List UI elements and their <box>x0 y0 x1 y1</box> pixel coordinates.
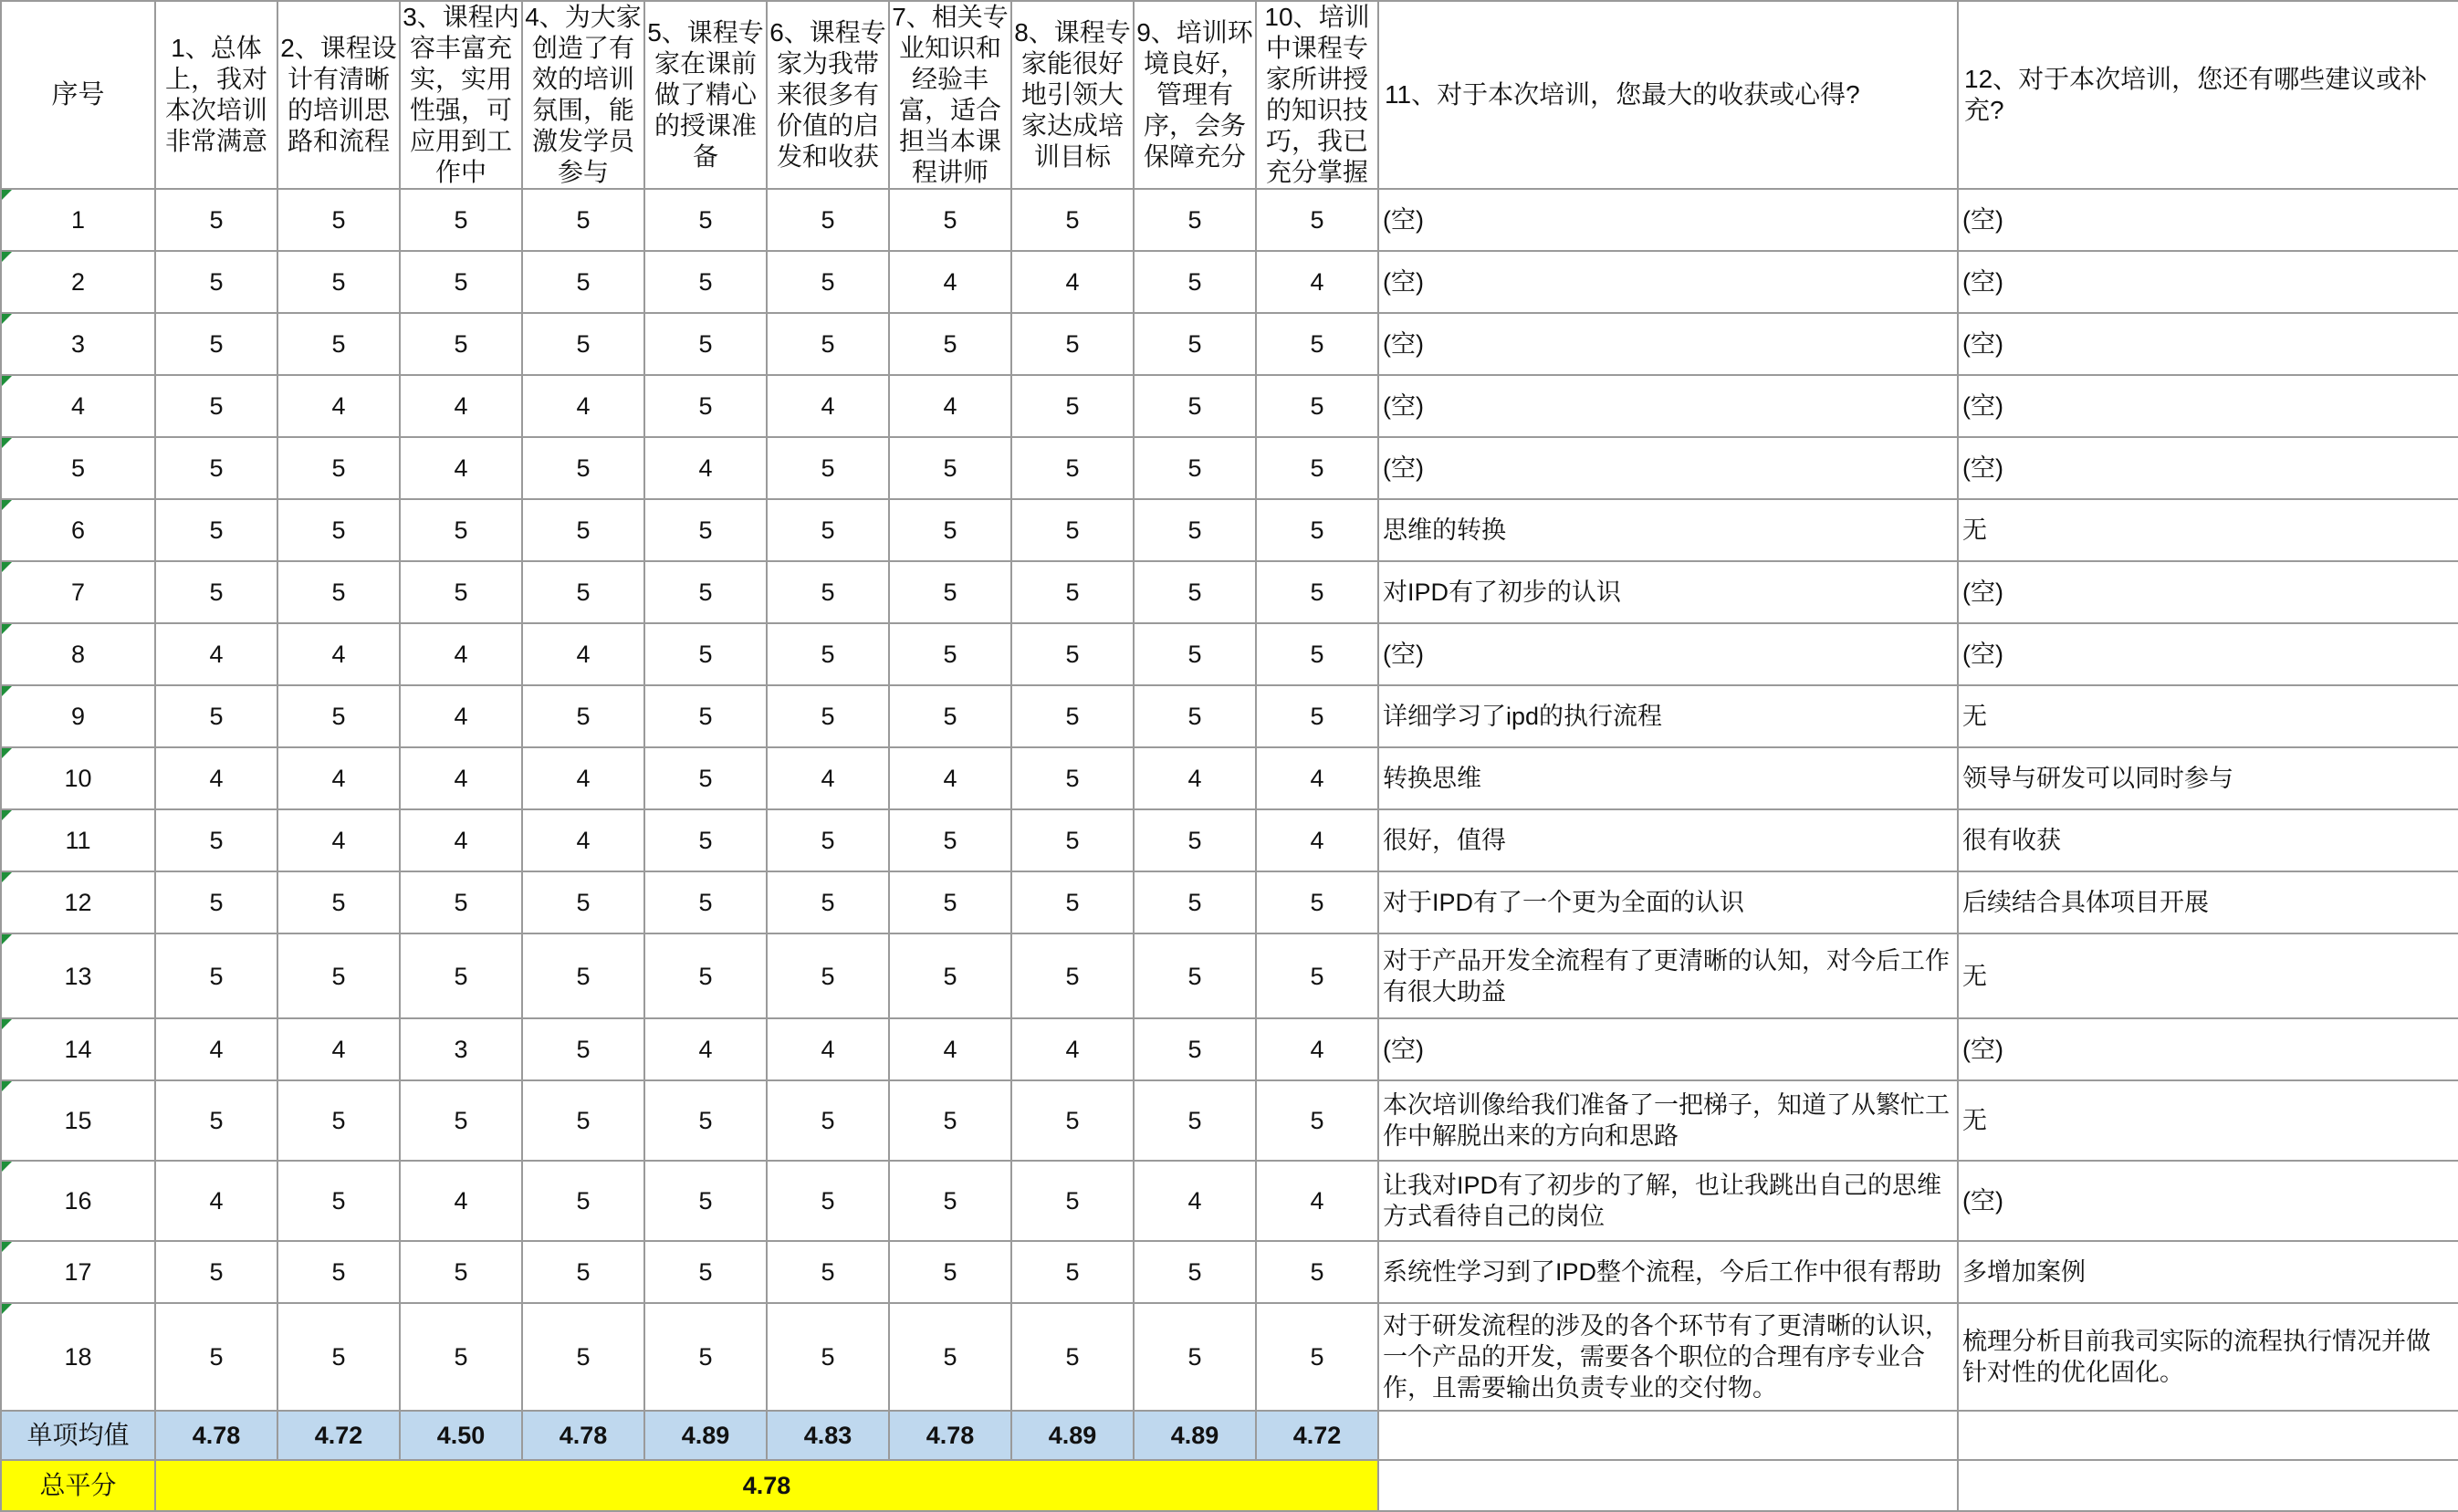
score-cell[interactable]: 4 <box>644 437 767 499</box>
gain-cell[interactable]: (空) <box>1378 313 1958 375</box>
table-row <box>1 499 2458 561</box>
score-cell[interactable]: 5 <box>644 251 767 313</box>
score-cell[interactable]: 5 <box>277 933 400 1018</box>
score-cell[interactable]: 5 <box>767 933 889 1018</box>
average-cell[interactable]: 4.78 <box>155 1411 277 1460</box>
score-cell[interactable]: 5 <box>1011 1080 1134 1161</box>
score-cell[interactable]: 5 <box>767 1303 889 1411</box>
score-cell[interactable]: 5 <box>1134 251 1256 313</box>
suggestion-cell[interactable]: (空) <box>1958 561 2458 623</box>
score-cell[interactable]: 5 <box>644 1241 767 1303</box>
gain-cell[interactable]: 转换思维 <box>1378 747 1958 809</box>
score-cell[interactable]: 5 <box>1011 499 1134 561</box>
header-q5[interactable]: 5、课程专家在课前做了精心的授课准备 <box>644 1 767 189</box>
score-cell[interactable]: 5 <box>889 685 1011 747</box>
score-cell[interactable]: 5 <box>1134 685 1256 747</box>
seq-cell[interactable]: 7 <box>1 561 155 623</box>
header-q8[interactable]: 8、课程专家能很好地引领大家达成培训目标 <box>1011 1 1134 189</box>
header-seq[interactable]: 序号 <box>1 1 155 189</box>
score-cell[interactable]: 4 <box>1011 1018 1134 1080</box>
score-cell[interactable]: 5 <box>1134 189 1256 251</box>
seq-cell[interactable]: 1 <box>1 189 155 251</box>
score-cell[interactable]: 4 <box>767 747 889 809</box>
score-cell[interactable]: 4 <box>277 623 400 685</box>
score-cell[interactable]: 4 <box>400 1161 522 1241</box>
score-cell[interactable]: 5 <box>277 871 400 933</box>
average-cell[interactable]: 4.89 <box>644 1411 767 1460</box>
score-cell[interactable]: 5 <box>400 933 522 1018</box>
score-cell[interactable]: 5 <box>644 313 767 375</box>
table-row <box>1 1303 2458 1411</box>
score-cell[interactable]: 5 <box>767 561 889 623</box>
gain-cell[interactable]: (空) <box>1378 437 1958 499</box>
seq-cell[interactable]: 12 <box>1 871 155 933</box>
score-cell[interactable]: 4 <box>155 1161 277 1241</box>
score-cell[interactable]: 5 <box>1256 871 1378 933</box>
seq-cell[interactable]: 18 <box>1 1303 155 1411</box>
score-cell[interactable]: 5 <box>277 251 400 313</box>
gain-cell[interactable]: 本次培训像给我们准备了一把梯子，知道了从繁忙工作中解脱出来的方向和思路 <box>1378 1080 1958 1161</box>
suggestion-cell[interactable]: (空) <box>1958 189 2458 251</box>
score-cell[interactable]: 4 <box>277 375 400 437</box>
score-cell[interactable]: 5 <box>522 1018 644 1080</box>
gain-cell[interactable]: (空) <box>1378 623 1958 685</box>
score-cell[interactable]: 5 <box>155 1303 277 1411</box>
score-cell[interactable]: 5 <box>400 499 522 561</box>
score-cell[interactable]: 5 <box>1011 437 1134 499</box>
score-cell[interactable]: 4 <box>1256 747 1378 809</box>
table-row <box>1 871 2458 933</box>
seq-cell[interactable]: 14 <box>1 1018 155 1080</box>
score-cell[interactable]: 5 <box>277 1241 400 1303</box>
score-cell[interactable]: 5 <box>522 1161 644 1241</box>
table-row <box>1 561 2458 623</box>
table-row <box>1 251 2458 313</box>
score-cell[interactable]: 5 <box>644 933 767 1018</box>
score-cell[interactable]: 5 <box>1256 499 1378 561</box>
table-row <box>1 623 2458 685</box>
table-row <box>1 437 2458 499</box>
header-q10[interactable]: 10、培训中课程专家所讲授的知识技巧，我已充分掌握 <box>1256 1 1378 189</box>
suggestion-cell[interactable]: (空) <box>1958 1018 2458 1080</box>
score-cell[interactable]: 4 <box>400 623 522 685</box>
score-cell[interactable]: 3 <box>400 1018 522 1080</box>
seq-cell[interactable]: 13 <box>1 933 155 1018</box>
score-cell[interactable]: 5 <box>644 375 767 437</box>
seq-cell[interactable]: 3 <box>1 313 155 375</box>
score-cell[interactable]: 4 <box>277 1018 400 1080</box>
score-cell[interactable]: 5 <box>155 561 277 623</box>
average-cell[interactable]: 4.50 <box>400 1411 522 1460</box>
suggestion-cell[interactable]: 无 <box>1958 933 2458 1018</box>
score-cell[interactable]: 5 <box>155 1080 277 1161</box>
average-label[interactable]: 单项均值 <box>1 1411 155 1460</box>
average-cell[interactable]: 4.89 <box>1134 1411 1256 1460</box>
score-cell[interactable]: 5 <box>1256 437 1378 499</box>
score-cell[interactable]: 5 <box>522 437 644 499</box>
header-q3[interactable]: 3、课程内容丰富充实，实用性强，可应用到工作中 <box>400 1 522 189</box>
score-cell[interactable]: 4 <box>1011 251 1134 313</box>
header-q9[interactable]: 9、培训环境良好，管理有序，会务保障充分 <box>1134 1 1256 189</box>
score-cell[interactable]: 4 <box>1256 1161 1378 1241</box>
gain-cell[interactable]: 对于产品开发全流程有了更清晰的认知，对今后工作有很大助益 <box>1378 933 1958 1018</box>
score-cell[interactable]: 5 <box>1134 313 1256 375</box>
score-cell[interactable]: 5 <box>522 313 644 375</box>
score-cell[interactable]: 5 <box>767 437 889 499</box>
score-cell[interactable]: 5 <box>400 871 522 933</box>
score-cell[interactable]: 5 <box>1011 1161 1134 1241</box>
seq-cell[interactable]: 4 <box>1 375 155 437</box>
score-cell[interactable]: 5 <box>644 747 767 809</box>
header-q4[interactable]: 4、为大家创造了有效的培训氛围，能激发学员参与 <box>522 1 644 189</box>
score-cell[interactable]: 5 <box>644 809 767 871</box>
score-cell[interactable]: 5 <box>1256 1241 1378 1303</box>
score-cell[interactable]: 5 <box>155 871 277 933</box>
gain-cell[interactable]: (空) <box>1378 1018 1958 1080</box>
table-row <box>1 1161 2458 1241</box>
score-cell[interactable]: 5 <box>277 499 400 561</box>
score-cell[interactable]: 5 <box>277 189 400 251</box>
average-row <box>1 1411 2458 1460</box>
score-cell[interactable]: 5 <box>1256 685 1378 747</box>
score-cell[interactable]: 5 <box>277 437 400 499</box>
score-cell[interactable]: 5 <box>155 933 277 1018</box>
score-cell[interactable]: 5 <box>522 561 644 623</box>
score-cell[interactable]: 5 <box>400 1241 522 1303</box>
score-cell[interactable]: 5 <box>1011 747 1134 809</box>
suggestion-cell[interactable]: 无 <box>1958 499 2458 561</box>
suggestion-cell[interactable]: (空) <box>1958 251 2458 313</box>
seq-cell[interactable]: 9 <box>1 685 155 747</box>
score-cell[interactable]: 5 <box>155 499 277 561</box>
score-cell[interactable]: 5 <box>644 1080 767 1161</box>
score-cell[interactable]: 4 <box>767 1018 889 1080</box>
score-cell[interactable]: 5 <box>400 561 522 623</box>
score-cell[interactable]: 5 <box>1134 623 1256 685</box>
suggestion-cell[interactable]: 领导与研发可以同时参与 <box>1958 747 2458 809</box>
score-cell[interactable]: 5 <box>400 1080 522 1161</box>
score-cell[interactable]: 5 <box>1011 561 1134 623</box>
score-cell[interactable]: 5 <box>1011 623 1134 685</box>
gain-cell[interactable]: 让我对IPD有了初步的了解，也让我跳出自己的思维方式看待自己的岗位 <box>1378 1161 1958 1241</box>
score-cell[interactable]: 5 <box>277 1161 400 1241</box>
score-cell[interactable]: 4 <box>522 375 644 437</box>
table-row <box>1 809 2458 871</box>
score-cell[interactable]: 5 <box>889 1241 1011 1303</box>
header-row <box>1 1 2458 189</box>
suggestion-cell[interactable]: 无 <box>1958 1080 2458 1161</box>
seq-cell[interactable]: 6 <box>1 499 155 561</box>
score-cell[interactable]: 5 <box>155 685 277 747</box>
gain-cell[interactable]: 对IPD有了初步的认识 <box>1378 561 1958 623</box>
score-cell[interactable]: 5 <box>1256 313 1378 375</box>
score-cell[interactable]: 5 <box>522 189 644 251</box>
score-cell[interactable]: 4 <box>767 375 889 437</box>
score-cell[interactable]: 4 <box>889 1018 1011 1080</box>
score-cell[interactable]: 5 <box>1011 1241 1134 1303</box>
score-cell[interactable]: 5 <box>644 1161 767 1241</box>
score-cell[interactable]: 4 <box>522 623 644 685</box>
table-row <box>1 375 2458 437</box>
gain-cell[interactable]: (空) <box>1378 189 1958 251</box>
score-cell[interactable]: 5 <box>1011 1303 1134 1411</box>
score-cell[interactable]: 5 <box>155 809 277 871</box>
score-cell[interactable]: 5 <box>1011 375 1134 437</box>
score-cell[interactable]: 4 <box>889 251 1011 313</box>
seq-cell[interactable]: 17 <box>1 1241 155 1303</box>
score-cell[interactable]: 5 <box>767 685 889 747</box>
score-cell[interactable]: 4 <box>1256 1018 1378 1080</box>
score-cell[interactable]: 5 <box>644 1303 767 1411</box>
empty-cell[interactable] <box>1958 1460 2458 1511</box>
table-row <box>1 933 2458 1018</box>
score-cell[interactable]: 5 <box>767 499 889 561</box>
score-cell[interactable]: 5 <box>1134 499 1256 561</box>
score-cell[interactable]: 4 <box>400 747 522 809</box>
score-cell[interactable]: 4 <box>522 809 644 871</box>
empty-cell[interactable] <box>1378 1460 1958 1511</box>
score-cell[interactable]: 4 <box>644 1018 767 1080</box>
score-cell[interactable]: 5 <box>155 1241 277 1303</box>
score-cell[interactable]: 5 <box>889 561 1011 623</box>
score-cell[interactable]: 5 <box>1134 871 1256 933</box>
score-cell[interactable]: 5 <box>277 561 400 623</box>
score-cell[interactable]: 5 <box>644 871 767 933</box>
suggestion-cell[interactable]: (空) <box>1958 1161 2458 1241</box>
gain-cell[interactable]: 详细学习了ipd的执行流程 <box>1378 685 1958 747</box>
score-cell[interactable]: 5 <box>889 809 1011 871</box>
suggestion-cell[interactable]: (空) <box>1958 623 2458 685</box>
score-cell[interactable]: 4 <box>155 1018 277 1080</box>
score-cell[interactable]: 5 <box>889 1303 1011 1411</box>
score-cell[interactable]: 5 <box>1011 933 1134 1018</box>
score-cell[interactable]: 4 <box>889 375 1011 437</box>
total-score[interactable]: 4.78 <box>155 1460 1378 1511</box>
score-cell[interactable]: 5 <box>1011 189 1134 251</box>
score-cell[interactable]: 5 <box>889 871 1011 933</box>
table-body <box>1 1 2458 1511</box>
score-cell[interactable]: 5 <box>889 623 1011 685</box>
empty-cell[interactable] <box>1378 1411 1958 1460</box>
score-cell[interactable]: 5 <box>522 499 644 561</box>
gain-cell[interactable]: (空) <box>1378 251 1958 313</box>
score-cell[interactable]: 5 <box>1256 1303 1378 1411</box>
score-cell[interactable]: 5 <box>767 251 889 313</box>
suggestion-cell[interactable]: 后续结合具体项目开展 <box>1958 871 2458 933</box>
table-row <box>1 1080 2458 1161</box>
gain-cell[interactable]: 系统性学习到了IPD整个流程，今后工作中很有帮助 <box>1378 1241 1958 1303</box>
score-cell[interactable]: 5 <box>767 313 889 375</box>
gain-cell[interactable]: (空) <box>1378 375 1958 437</box>
score-cell[interactable]: 4 <box>277 809 400 871</box>
score-cell[interactable]: 5 <box>1256 375 1378 437</box>
score-cell[interactable]: 5 <box>1134 933 1256 1018</box>
score-cell[interactable]: 5 <box>277 1080 400 1161</box>
score-cell[interactable]: 5 <box>1011 313 1134 375</box>
score-cell[interactable]: 5 <box>400 313 522 375</box>
suggestion-cell[interactable]: 多增加案例 <box>1958 1241 2458 1303</box>
header-q1[interactable]: 1、总体上，我对本次培训非常满意 <box>155 1 277 189</box>
score-cell[interactable]: 5 <box>400 251 522 313</box>
score-cell[interactable]: 5 <box>400 1303 522 1411</box>
score-cell[interactable]: 5 <box>1011 685 1134 747</box>
score-cell[interactable]: 5 <box>1256 189 1378 251</box>
seq-cell[interactable]: 16 <box>1 1161 155 1241</box>
score-cell[interactable]: 5 <box>1256 623 1378 685</box>
score-cell[interactable]: 4 <box>522 747 644 809</box>
score-cell[interactable]: 5 <box>1134 809 1256 871</box>
score-cell[interactable]: 5 <box>155 375 277 437</box>
average-cell[interactable]: 4.78 <box>522 1411 644 1460</box>
score-cell[interactable]: 5 <box>889 437 1011 499</box>
score-cell[interactable]: 5 <box>889 499 1011 561</box>
score-cell[interactable]: 4 <box>155 747 277 809</box>
score-cell[interactable]: 5 <box>767 1161 889 1241</box>
score-cell[interactable]: 4 <box>277 747 400 809</box>
seq-cell[interactable]: 10 <box>1 747 155 809</box>
score-cell[interactable]: 5 <box>155 251 277 313</box>
score-cell[interactable]: 5 <box>1134 1303 1256 1411</box>
score-cell[interactable]: 4 <box>1134 747 1256 809</box>
score-cell[interactable]: 4 <box>400 809 522 871</box>
score-cell[interactable]: 5 <box>522 1241 644 1303</box>
score-cell[interactable]: 4 <box>889 747 1011 809</box>
score-cell[interactable]: 5 <box>767 1241 889 1303</box>
header-q2[interactable]: 2、课程设计有清晰的培训思路和流程 <box>277 1 400 189</box>
table-row <box>1 1241 2458 1303</box>
seq-cell[interactable]: 11 <box>1 809 155 871</box>
score-cell[interactable]: 5 <box>889 1080 1011 1161</box>
score-cell[interactable]: 5 <box>644 685 767 747</box>
suggestion-cell[interactable]: (空) <box>1958 375 2458 437</box>
score-cell[interactable]: 5 <box>522 251 644 313</box>
score-cell[interactable]: 5 <box>644 189 767 251</box>
score-cell[interactable]: 5 <box>767 871 889 933</box>
table-row <box>1 1018 2458 1080</box>
header-q6[interactable]: 6、课程专家为我带来很多有价值的启发和收获 <box>767 1 889 189</box>
score-cell[interactable]: 5 <box>522 933 644 1018</box>
average-cell[interactable]: 4.83 <box>767 1411 889 1460</box>
empty-cell[interactable] <box>1958 1411 2458 1460</box>
gain-cell[interactable]: 很好，值得 <box>1378 809 1958 871</box>
average-cell[interactable]: 4.72 <box>1256 1411 1378 1460</box>
score-cell[interactable]: 5 <box>1134 1018 1256 1080</box>
suggestion-cell[interactable]: (空) <box>1958 437 2458 499</box>
gain-cell[interactable]: 思维的转换 <box>1378 499 1958 561</box>
score-cell[interactable]: 4 <box>400 437 522 499</box>
header-q12[interactable]: 12、对于本次培训，您还有哪些建议或补充? <box>1958 1 2458 189</box>
header-q11[interactable]: 11、对于本次培训，您最大的收获或心得? <box>1378 1 1958 189</box>
score-cell[interactable]: 4 <box>400 375 522 437</box>
score-cell[interactable]: 5 <box>522 871 644 933</box>
score-cell[interactable]: 5 <box>889 1161 1011 1241</box>
score-cell[interactable]: 5 <box>522 1080 644 1161</box>
score-cell[interactable]: 5 <box>277 313 400 375</box>
score-cell[interactable]: 4 <box>400 685 522 747</box>
header-q7[interactable]: 7、相关专业知识和经验丰富，适合担当本课程讲师 <box>889 1 1011 189</box>
score-cell[interactable]: 5 <box>400 189 522 251</box>
suggestion-cell[interactable]: 很有收获 <box>1958 809 2458 871</box>
score-cell[interactable]: 4 <box>1256 251 1378 313</box>
table-row <box>1 313 2458 375</box>
total-row <box>1 1460 2458 1511</box>
seq-cell[interactable]: 2 <box>1 251 155 313</box>
score-cell[interactable]: 5 <box>1011 871 1134 933</box>
score-cell[interactable]: 5 <box>1134 1241 1256 1303</box>
score-cell[interactable]: 5 <box>1134 375 1256 437</box>
score-cell[interactable]: 5 <box>277 1303 400 1411</box>
score-cell[interactable]: 5 <box>522 1303 644 1411</box>
score-cell[interactable]: 5 <box>522 685 644 747</box>
average-cell[interactable]: 4.78 <box>889 1411 1011 1460</box>
score-cell[interactable]: 5 <box>155 313 277 375</box>
score-cell[interactable]: 5 <box>1134 1080 1256 1161</box>
seq-cell[interactable]: 8 <box>1 623 155 685</box>
average-cell[interactable]: 4.72 <box>277 1411 400 1460</box>
score-cell[interactable]: 5 <box>1256 1080 1378 1161</box>
score-cell[interactable]: 5 <box>277 685 400 747</box>
score-cell[interactable]: 5 <box>1011 809 1134 871</box>
seq-cell[interactable]: 5 <box>1 437 155 499</box>
score-cell[interactable]: 5 <box>155 437 277 499</box>
suggestion-cell[interactable]: 无 <box>1958 685 2458 747</box>
score-cell[interactable]: 5 <box>767 189 889 251</box>
table-row <box>1 189 2458 251</box>
seq-cell[interactable]: 15 <box>1 1080 155 1161</box>
score-cell[interactable]: 5 <box>1256 561 1378 623</box>
total-label[interactable]: 总平分 <box>1 1460 155 1511</box>
score-cell[interactable]: 5 <box>644 623 767 685</box>
suggestion-cell[interactable]: (空) <box>1958 313 2458 375</box>
score-cell[interactable]: 4 <box>1256 809 1378 871</box>
score-cell[interactable]: 5 <box>1134 437 1256 499</box>
score-cell[interactable]: 5 <box>767 1080 889 1161</box>
score-cell[interactable]: 5 <box>889 189 1011 251</box>
score-cell[interactable]: 5 <box>889 933 1011 1018</box>
score-cell[interactable]: 5 <box>155 189 277 251</box>
score-cell[interactable]: 5 <box>644 561 767 623</box>
score-cell[interactable]: 4 <box>1134 1161 1256 1241</box>
table-row <box>1 747 2458 809</box>
suggestion-cell[interactable]: 梳理分析目前我司实际的流程执行情况并做针对性的优化固化。 <box>1958 1303 2458 1411</box>
average-cell[interactable]: 4.89 <box>1011 1411 1134 1460</box>
score-cell[interactable]: 5 <box>644 499 767 561</box>
score-cell[interactable]: 5 <box>767 809 889 871</box>
table-row <box>1 685 2458 747</box>
score-cell[interactable]: 5 <box>767 623 889 685</box>
score-cell[interactable]: 4 <box>155 623 277 685</box>
score-cell[interactable]: 5 <box>889 313 1011 375</box>
gain-cell[interactable]: 对于研发流程的涉及的各个环节有了更清晰的认识，一个产品的开发，需要各个职位的合理有序专业合作，且需要输出负责专业的交付物。 <box>1378 1303 1958 1411</box>
score-cell[interactable]: 5 <box>1134 561 1256 623</box>
gain-cell[interactable]: 对于IPD有了一个更为全面的认识 <box>1378 871 1958 933</box>
score-cell[interactable]: 5 <box>1256 933 1378 1018</box>
